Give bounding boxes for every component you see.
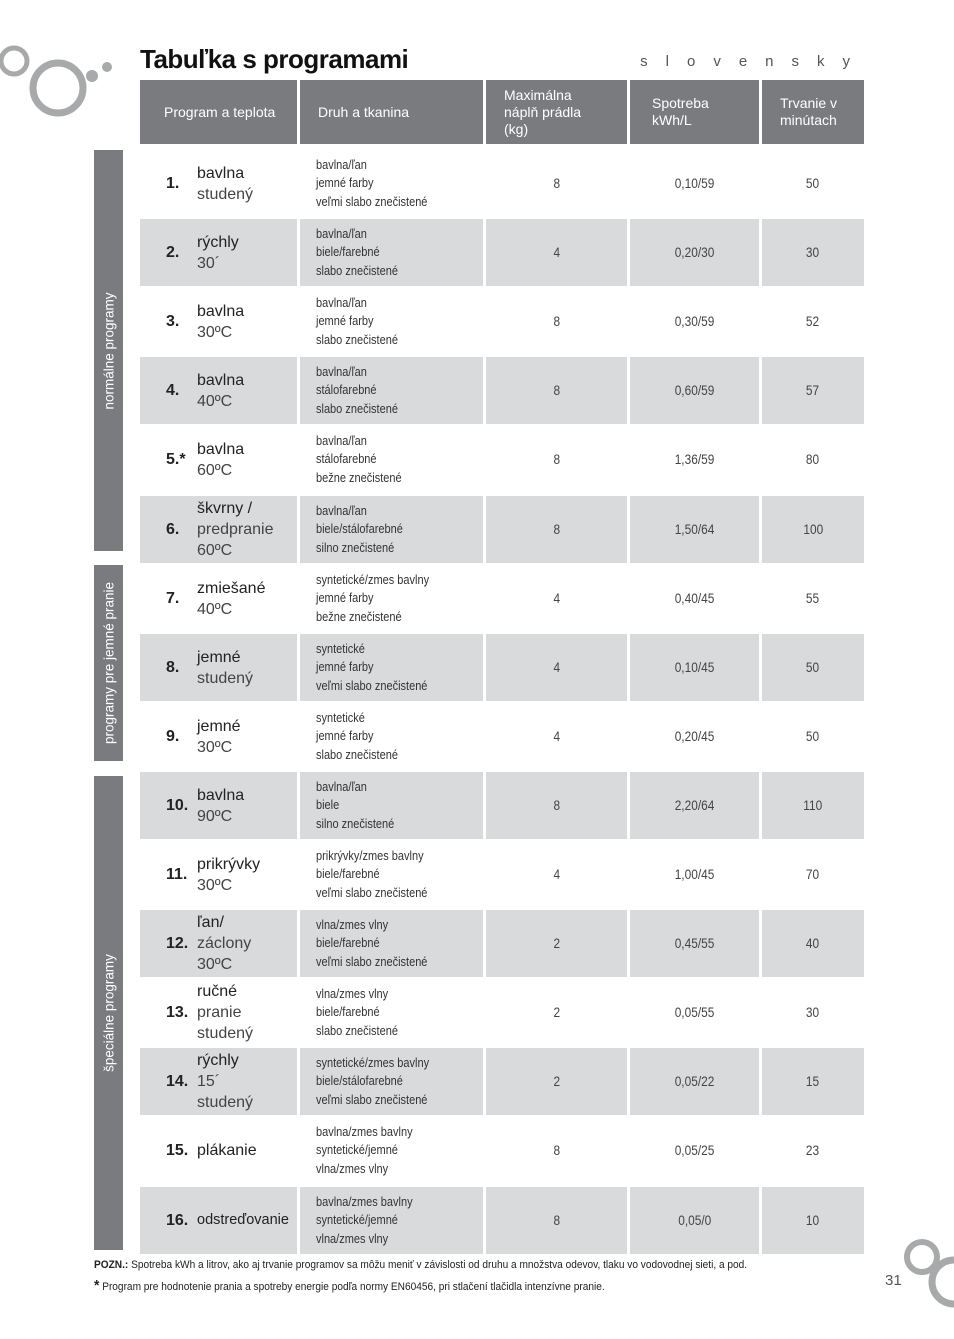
program-name-line: 30ºC	[197, 876, 233, 894]
fabric-line: vlna/zmes vlny	[316, 917, 389, 932]
fabric-line: silno znečistené	[316, 540, 395, 555]
cell-program	[140, 1117, 297, 1184]
header-duration: Trvanie v minútach	[762, 80, 864, 144]
fabric-description	[316, 703, 398, 770]
header-consumption: Spotreba kWh/L	[630, 80, 759, 144]
program-name-line: plákanie	[197, 1142, 257, 1159]
program-name-line: odstreďovanie	[197, 1212, 289, 1228]
program-name-line: ručné	[197, 983, 238, 1000]
header-max-load: Maximálna náplň prádla (kg)	[486, 80, 627, 144]
cell-consumption	[630, 496, 759, 563]
page-number: 31	[885, 1272, 902, 1289]
fabric-line: bavlna/ľan	[316, 226, 367, 241]
decorative-circles-icon	[900, 1234, 954, 1314]
cell-duration	[762, 150, 864, 217]
fabric-line: bavlna/ľan	[316, 157, 367, 172]
cell-duration-value: 50	[806, 660, 820, 675]
fabric-line: bavlna/ľan	[316, 503, 367, 518]
cell-program	[140, 496, 297, 563]
program-name	[197, 357, 244, 424]
cell-fabric	[300, 1048, 483, 1115]
program-number: 6.	[166, 520, 180, 538]
program-name-line: rýchly	[197, 233, 239, 251]
group-label: programy pre jemné pranie	[101, 581, 116, 745]
program-name	[197, 1187, 289, 1254]
program-name-line: 40ºC	[197, 600, 233, 618]
program-number: 9.	[166, 727, 180, 745]
cell-duration	[762, 1187, 864, 1254]
fabric-description	[316, 910, 427, 977]
table-row	[140, 910, 864, 977]
cell-fabric	[300, 1117, 483, 1184]
cell-consumption	[630, 634, 759, 701]
fabric-description	[316, 288, 398, 355]
footnote-text: Spotreba kWh a litrov, ako aj trvanie programov sa môžu meniť v závislosti od druhu a množstva odevov, tlaku vo vodovodnej sieti, a pod.	[128, 1259, 748, 1271]
cell-max-load	[486, 910, 627, 977]
cell-max-load-value: 8	[553, 383, 560, 398]
program-name	[197, 496, 274, 563]
cell-program	[140, 219, 297, 286]
cell-consumption	[630, 1117, 759, 1184]
fabric-line: vlna/zmes vlny	[316, 1161, 389, 1176]
program-name-line: 90ºC	[197, 807, 233, 825]
fabric-line: bavlna/ľan	[316, 364, 367, 379]
cell-program	[140, 703, 297, 770]
cell-program	[140, 357, 297, 424]
language-label: slovensky	[640, 53, 868, 70]
footnote-star-text: Program pre hodnotenie prania a spotreby energie podľa normy EN60456, pri stlačení tlačidla intenzívne pranie.	[99, 1281, 605, 1293]
fabric-line: bavlna/zmes bavlny	[316, 1194, 413, 1209]
cell-max-load-value: 2	[553, 1005, 560, 1020]
table-row	[140, 1048, 864, 1115]
program-name	[197, 219, 239, 286]
fabric-description	[316, 496, 403, 563]
fabric-line: jemné farby	[316, 729, 374, 744]
cell-program	[140, 288, 297, 355]
cell-max-load-value: 8	[553, 798, 560, 813]
program-name-line: studený	[197, 185, 254, 203]
fabric-line: bavlna/zmes bavlny	[316, 1124, 413, 1139]
cell-consumption	[630, 565, 759, 632]
footnote-star	[94, 1277, 605, 1294]
program-number: 12.	[166, 934, 189, 952]
cell-consumption-value: 0,45/55	[674, 936, 715, 951]
fabric-line: stálofarebné	[316, 452, 377, 467]
program-name	[197, 841, 260, 908]
cell-max-load	[486, 288, 627, 355]
cell-max-load-value: 8	[553, 452, 560, 467]
cell-consumption-value: 0,40/45	[674, 591, 715, 606]
program-name-line: bavlna	[197, 302, 245, 320]
program-number: 14.	[166, 1072, 189, 1090]
cell-max-load	[486, 772, 627, 839]
program-name-line: záclony	[197, 935, 252, 952]
group-label: normálne programy	[101, 291, 116, 410]
program-number: 4.	[166, 381, 180, 399]
cell-duration	[762, 1048, 864, 1115]
cell-max-load	[486, 219, 627, 286]
cell-duration-value: 110	[803, 798, 823, 813]
program-name-line: škvrny /	[197, 500, 253, 517]
cell-max-load-value: 4	[553, 591, 560, 606]
cell-program	[140, 910, 297, 977]
program-name-line: bavlna	[197, 371, 245, 389]
program-name-line: 60ºC	[197, 461, 233, 479]
table-row	[140, 703, 864, 770]
cell-max-load	[486, 634, 627, 701]
cell-fabric	[300, 703, 483, 770]
cell-duration	[762, 910, 864, 977]
program-name	[197, 288, 244, 355]
fabric-line: jemné farby	[316, 591, 374, 606]
fabric-description	[316, 150, 427, 217]
table-row	[140, 634, 864, 701]
program-number: 3.	[166, 312, 180, 330]
fabric-line: syntetické/jemné	[316, 1143, 398, 1158]
fabric-line: syntetické/zmes bavlny	[316, 572, 430, 587]
fabric-line: slabo znečistené	[316, 747, 398, 762]
fabric-line: bežne znečistené	[316, 470, 402, 485]
program-name	[197, 772, 244, 839]
cell-duration	[762, 496, 864, 563]
footnote-pozn	[94, 1259, 747, 1271]
cell-consumption-value: 0,10/45	[674, 660, 715, 675]
cell-max-load	[486, 150, 627, 217]
fabric-line: vlna/zmes vlny	[316, 1231, 389, 1246]
program-name-line: rýchly	[197, 1052, 239, 1069]
fabric-description	[316, 979, 398, 1046]
fabric-description	[316, 1048, 429, 1115]
program-name-line: studený	[197, 1094, 254, 1111]
program-number: 15.	[166, 1141, 189, 1159]
cell-max-load-value: 8	[553, 1143, 560, 1158]
fabric-line: slabo znečistené	[316, 1023, 398, 1038]
cell-program	[140, 565, 297, 632]
program-name-line: bavlna	[197, 164, 245, 182]
fabric-line: veľmi slabo znečistené	[316, 885, 428, 900]
table-row	[140, 841, 864, 908]
cell-duration-value: 50	[806, 176, 820, 191]
cell-duration-value: 30	[806, 245, 820, 260]
program-name-line: jemné	[197, 648, 241, 666]
cell-program	[140, 979, 297, 1046]
program-name-line: bavlna	[197, 440, 245, 458]
program-name	[197, 1048, 253, 1115]
cell-consumption	[630, 979, 759, 1046]
fabric-description	[316, 357, 398, 424]
program-name-line: bavlna	[197, 786, 245, 804]
fabric-description	[316, 772, 394, 839]
cell-max-load-value: 4	[553, 660, 560, 675]
program-number: 10.	[166, 796, 189, 814]
cell-duration-value: 30	[806, 1005, 820, 1020]
program-name-line: pranie	[197, 1004, 242, 1021]
cell-duration	[762, 841, 864, 908]
program-name-line: 30ºC	[197, 323, 233, 341]
cell-duration-value: 100	[803, 522, 823, 537]
cell-max-load-value: 8	[553, 1213, 560, 1228]
cell-consumption-value: 1,50/64	[674, 522, 715, 537]
cell-consumption	[630, 772, 759, 839]
cell-duration-value: 55	[806, 591, 820, 606]
cell-consumption	[630, 288, 759, 355]
table-row	[140, 565, 864, 632]
program-name	[197, 565, 265, 632]
cell-duration-value: 10	[806, 1213, 820, 1228]
cell-program	[140, 841, 297, 908]
cell-program	[140, 1187, 297, 1254]
cell-max-load-value: 8	[553, 522, 560, 537]
cell-duration-value: 40	[806, 936, 820, 951]
page-title: Tabuľka s programami	[140, 44, 409, 74]
program-number: 11.	[166, 865, 188, 883]
cell-max-load	[486, 1048, 627, 1115]
cell-consumption	[630, 1187, 759, 1254]
fabric-description	[316, 841, 427, 908]
fabric-line: slabo znečistené	[316, 332, 398, 347]
program-name-line: ľan/	[197, 914, 224, 931]
program-name-line: 30ºC	[197, 738, 233, 756]
table-header	[140, 80, 864, 144]
cell-duration-value: 57	[806, 383, 820, 398]
cell-duration	[762, 219, 864, 286]
fabric-line: biele/farebné	[316, 936, 380, 951]
cell-consumption	[630, 841, 759, 908]
cell-program	[140, 426, 297, 493]
cell-max-load	[486, 841, 627, 908]
cell-max-load	[486, 1187, 627, 1254]
cell-duration-value: 50	[806, 729, 820, 744]
fabric-line: syntetické	[316, 710, 365, 725]
cell-duration-value: 80	[806, 452, 820, 467]
table-row	[140, 150, 864, 217]
cell-program	[140, 150, 297, 217]
fabric-line: prikrývky/zmes bavlny	[316, 848, 424, 863]
cell-consumption-value: 1,36/59	[674, 452, 715, 467]
program-name-line: zmiešané	[197, 579, 266, 597]
fabric-line: slabo znečistené	[316, 263, 398, 278]
fabric-description	[316, 1187, 413, 1254]
group-label: špeciálne programy	[101, 954, 116, 1072]
fabric-line: biele/stálofarebné	[316, 1074, 403, 1089]
fabric-line: bavlna/ľan	[316, 295, 367, 310]
cell-consumption-value: 0,05/55	[674, 1005, 715, 1020]
cell-fabric	[300, 1187, 483, 1254]
program-name	[197, 703, 241, 770]
program-name	[197, 910, 251, 977]
cell-fabric	[300, 496, 483, 563]
cell-duration	[762, 979, 864, 1046]
table-row	[140, 772, 864, 839]
fabric-line: slabo znečistené	[316, 401, 398, 416]
cell-duration-value: 23	[806, 1143, 820, 1158]
footnote-label: POZN.:	[94, 1259, 129, 1271]
program-number: 1.	[166, 174, 180, 192]
cell-max-load	[486, 1117, 627, 1184]
cell-duration	[762, 772, 864, 839]
table-row	[140, 979, 864, 1046]
cell-max-load-value: 2	[553, 1074, 560, 1089]
cell-max-load	[486, 496, 627, 563]
cell-max-load	[486, 565, 627, 632]
program-name-line: 30´	[197, 254, 221, 272]
cell-fabric	[300, 841, 483, 908]
cell-duration	[762, 565, 864, 632]
cell-consumption-value: 1,00/45	[674, 867, 715, 882]
cell-consumption-value: 0,60/59	[674, 383, 715, 398]
cell-max-load-value: 2	[553, 936, 560, 951]
program-number: 16.	[166, 1211, 189, 1229]
cell-fabric	[300, 357, 483, 424]
fabric-line: biele/farebné	[316, 1005, 380, 1020]
cell-consumption-value: 0,20/30	[674, 245, 715, 260]
fabric-description	[316, 634, 427, 701]
table-row	[140, 1117, 864, 1184]
table-row	[140, 357, 864, 424]
cell-fabric	[300, 426, 483, 493]
group-delicate-programs	[94, 565, 123, 761]
footnote-star-label: *	[94, 1277, 100, 1294]
cell-max-load	[486, 703, 627, 770]
cell-max-load-value: 4	[553, 867, 560, 882]
cell-consumption	[630, 219, 759, 286]
program-name-line: 30ºC	[197, 956, 233, 973]
program-name-line: 40ºC	[197, 392, 233, 410]
fabric-line: veľmi slabo znečistené	[316, 954, 428, 969]
cell-consumption-value: 0,20/45	[674, 729, 715, 744]
cell-duration-value: 70	[806, 867, 820, 882]
cell-fabric	[300, 288, 483, 355]
cell-consumption-value: 2,20/64	[674, 798, 715, 813]
fabric-line: biele/farebné	[316, 867, 380, 882]
cell-consumption	[630, 910, 759, 977]
fabric-line: veľmi slabo znečistené	[316, 1092, 428, 1107]
fabric-line: syntetické/zmes bavlny	[316, 1055, 430, 1070]
cell-duration	[762, 703, 864, 770]
cell-duration	[762, 288, 864, 355]
cell-program	[140, 1048, 297, 1115]
group-special-programs	[94, 776, 123, 1250]
fabric-line: jemné farby	[316, 314, 374, 329]
fabric-line: bavlna/ľan	[316, 779, 367, 794]
cell-duration	[762, 426, 864, 493]
program-name	[197, 979, 253, 1046]
cell-fabric	[300, 565, 483, 632]
fabric-line: bavlna/ľan	[316, 433, 367, 448]
fabric-line: biele	[316, 798, 340, 813]
cell-max-load-value: 4	[553, 729, 560, 744]
cell-fabric	[300, 219, 483, 286]
cell-fabric	[300, 150, 483, 217]
fabric-description	[316, 426, 402, 493]
fabric-line: syntetické	[316, 641, 365, 656]
fabric-description	[316, 1117, 413, 1184]
program-number: 7.	[166, 589, 180, 607]
table-row	[140, 426, 864, 493]
fabric-line: biele/stálofarebné	[316, 522, 403, 537]
cell-consumption	[630, 703, 759, 770]
cell-max-load	[486, 426, 627, 493]
program-name-line: prikrývky	[197, 855, 261, 873]
cell-program	[140, 772, 297, 839]
cell-fabric	[300, 910, 483, 977]
group-normal-programs	[94, 150, 123, 551]
header-fabric: Druh a tkanina	[300, 80, 483, 144]
program-name-line: jemné	[197, 717, 241, 735]
fabric-line: bežne znečistené	[316, 609, 402, 624]
fabric-description	[316, 565, 429, 632]
program-name	[197, 634, 253, 701]
cell-fabric	[300, 634, 483, 701]
fabric-description	[316, 219, 398, 286]
program-number: 13.	[166, 1003, 189, 1021]
cell-consumption	[630, 357, 759, 424]
table-row	[140, 1187, 864, 1254]
cell-fabric	[300, 979, 483, 1046]
fabric-line: vlna/zmes vlny	[316, 986, 389, 1001]
cell-duration	[762, 634, 864, 701]
cell-max-load-value: 4	[553, 245, 560, 260]
cell-consumption-value: 0,05/25	[674, 1143, 715, 1158]
fabric-line: veľmi slabo znečistené	[316, 194, 428, 209]
table-row	[140, 496, 864, 563]
fabric-line: jemné farby	[316, 660, 374, 675]
cell-duration-value: 15	[806, 1074, 820, 1089]
program-number: 5.*	[166, 450, 186, 468]
cell-max-load	[486, 357, 627, 424]
program-name-line: studený	[197, 1025, 254, 1042]
cell-consumption-value: 0,05/0	[677, 1213, 712, 1228]
fabric-line: stálofarebné	[316, 383, 377, 398]
fabric-line: jemné farby	[316, 176, 374, 191]
cell-consumption	[630, 1048, 759, 1115]
program-number: 8.	[166, 658, 180, 676]
program-name	[197, 150, 253, 217]
cell-max-load-value: 8	[553, 176, 560, 191]
program-name-line: predpranie	[197, 521, 274, 538]
cell-max-load-value: 8	[553, 314, 560, 329]
table-row	[140, 219, 864, 286]
cell-consumption-value: 0,30/59	[674, 314, 715, 329]
cell-duration	[762, 1117, 864, 1184]
fabric-line: biele/farebné	[316, 245, 380, 260]
cell-duration-value: 52	[806, 314, 820, 329]
fabric-line: syntetické/jemné	[316, 1213, 398, 1228]
program-name-line: 15´	[197, 1073, 221, 1090]
cell-consumption	[630, 150, 759, 217]
header-program: Program a teplota	[140, 80, 297, 144]
cell-fabric	[300, 772, 483, 839]
program-name-line: studený	[197, 669, 254, 687]
program-number: 2.	[166, 243, 180, 261]
cell-consumption-value: 0,05/22	[674, 1074, 715, 1089]
fabric-line: veľmi slabo znečistené	[316, 678, 428, 693]
table-row	[140, 288, 864, 355]
cell-program	[140, 634, 297, 701]
cell-max-load	[486, 979, 627, 1046]
cell-duration	[762, 357, 864, 424]
program-name	[197, 1117, 257, 1184]
program-name	[197, 426, 244, 493]
program-name-line: 60ºC	[197, 542, 233, 559]
fabric-line: silno znečistené	[316, 816, 395, 831]
decorative-circles-icon	[0, 38, 120, 118]
cell-consumption	[630, 426, 759, 493]
cell-consumption-value: 0,10/59	[674, 176, 715, 191]
